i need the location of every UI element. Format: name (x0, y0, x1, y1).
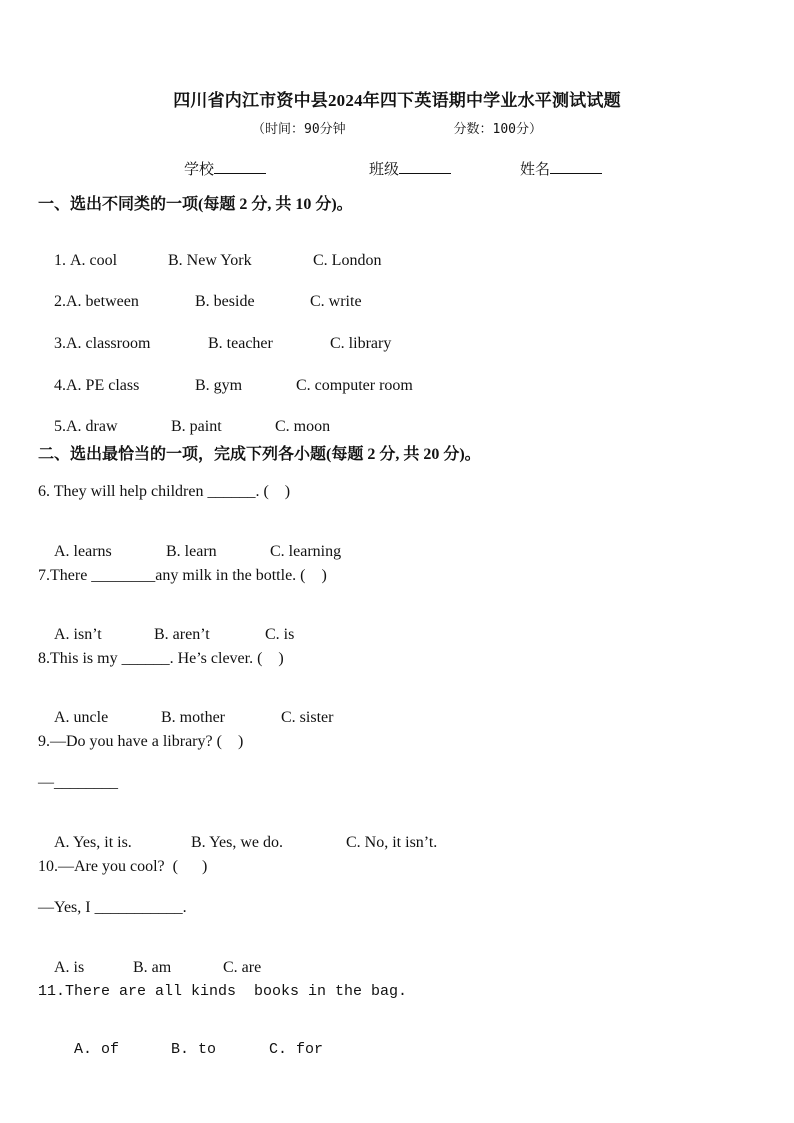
exam-meta (0, 118, 794, 137)
class-label: 班级 (369, 162, 400, 178)
option-b: B. learn (166, 543, 217, 560)
option-a: A. classroom (66, 335, 151, 352)
question-7-stem: 7.There ________any milk in the bottle. ( ) (38, 567, 327, 584)
option-b: B. gym (195, 377, 243, 394)
part1-heading: 一、选出不同类的一项(每题 2 分, 共 10 分)。 (38, 196, 353, 213)
question-number: 2. (54, 293, 66, 310)
option-b: B. teacher (208, 335, 273, 352)
option-a: A. uncle (54, 709, 109, 726)
exam-title: 四川省内江市资中县2024年四下英语期中学业水平测试试题 (173, 91, 621, 110)
option-b: B. aren’t (154, 626, 210, 643)
question-10-stem: 10.—Are you cool? ( ) (38, 858, 208, 875)
question-11-options (38, 1024, 323, 1075)
question-number: 3. (54, 335, 66, 352)
question-9-answer-line: —________ (38, 774, 118, 791)
option-b: B. beside (195, 293, 255, 310)
question-9-stem: 9.—Do you have a library? ( ) (38, 733, 244, 750)
option-b: B. Yes, we do. (191, 834, 284, 851)
option-a: A. between (66, 293, 139, 310)
class-field (369, 158, 451, 179)
option-c: C. for (269, 1041, 324, 1058)
option-c: C. No, it isn’t. (346, 834, 438, 851)
option-c: C. London (313, 252, 382, 269)
exam-time: （时间：90分钟 (252, 122, 346, 137)
school-field (184, 158, 266, 179)
part2-heading: 二、选出最恰当的一项，完成下列各小题(每题 2 分, 共 20 分)。 (38, 446, 481, 463)
exam-score: 分数：100分） (453, 122, 542, 137)
option-b: B. am (133, 959, 172, 976)
question-number: 5. (54, 418, 66, 435)
option-b: B. New York (168, 252, 252, 269)
option-b: B. mother (161, 709, 225, 726)
question-6-stem: 6. They will help children ______. ( ) (38, 483, 291, 500)
name-label: 姓名 (520, 162, 551, 178)
option-c: C. moon (275, 418, 331, 435)
option-a: A. PE class (66, 377, 140, 394)
option-c: C. learning (270, 543, 342, 560)
question-number: 4. (54, 377, 66, 394)
option-a: A. of (74, 1041, 120, 1058)
option-a: A. is (54, 959, 85, 976)
option-a: A. cool (70, 252, 118, 269)
option-a: A. draw (66, 418, 118, 435)
class-blank[interactable] (399, 159, 451, 174)
option-c: C. are (223, 959, 262, 976)
option-a: A. isn’t (54, 626, 102, 643)
option-a: A. learns (54, 543, 112, 560)
question-8-stem: 8.This is my ______. He’s clever. ( ) (38, 650, 284, 667)
question-number: 1. (54, 252, 70, 269)
option-a: A. Yes, it is. (54, 834, 132, 851)
option-c: C. computer room (296, 377, 413, 394)
name-blank[interactable] (550, 159, 602, 174)
question-11-stem: 11.There are all kinds books in the bag. (38, 983, 408, 1000)
option-c: C. write (310, 293, 362, 310)
question-10-answer-line: —Yes, I ___________. (38, 899, 187, 916)
option-c: C. sister (281, 709, 334, 726)
school-label: 学校 (184, 162, 215, 178)
name-field (520, 158, 602, 179)
option-c: C. is (265, 626, 295, 643)
option-b: B. to (171, 1041, 217, 1058)
option-b: B. paint (171, 418, 222, 435)
option-c: C. library (330, 335, 392, 352)
school-blank[interactable] (214, 159, 266, 174)
